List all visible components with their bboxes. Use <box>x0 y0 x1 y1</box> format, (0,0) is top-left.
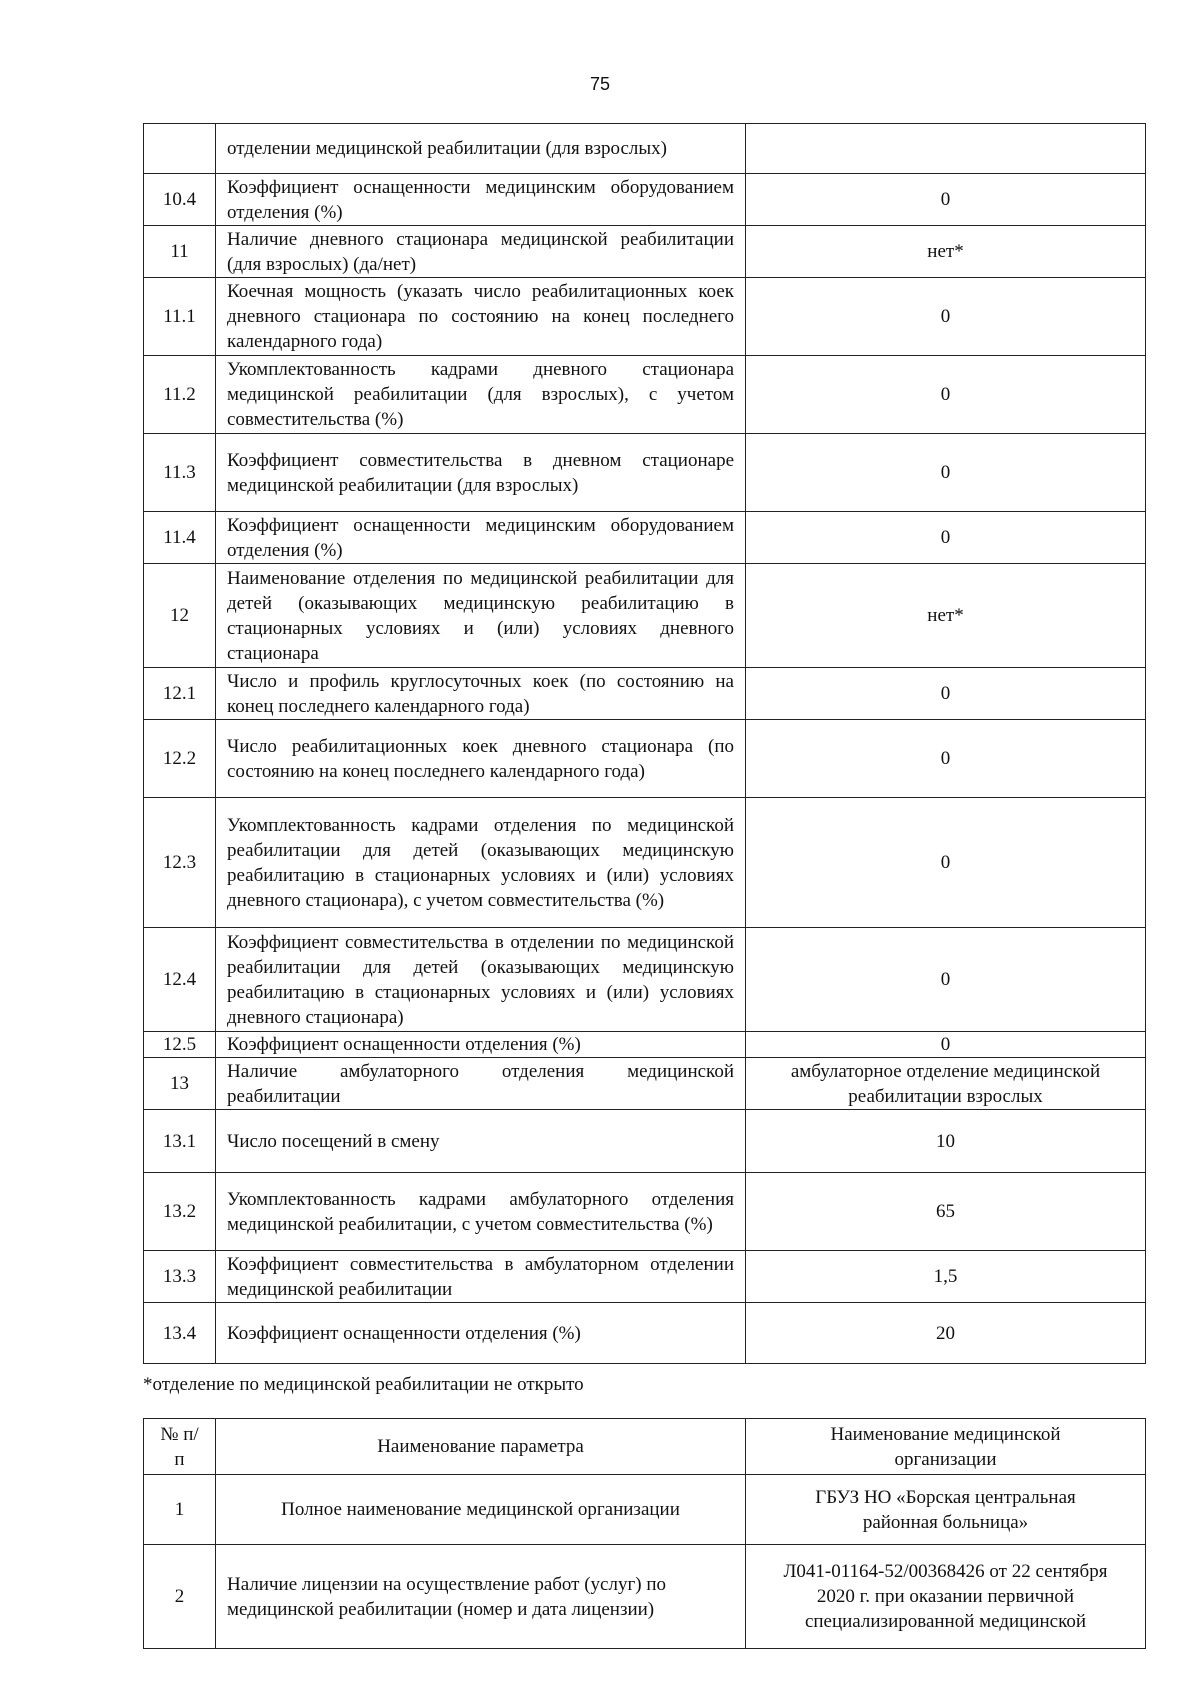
table-row <box>144 1251 1146 1303</box>
row-number: 10.4 <box>144 174 216 226</box>
footnote: *отделение по медицинской реабилитации не открыто <box>143 1374 584 1395</box>
row-number: 13.1 <box>144 1110 216 1173</box>
row-number: 2 <box>144 1545 216 1649</box>
table-row <box>144 278 1146 356</box>
row-value <box>746 124 1146 174</box>
row-description: Число посещений в смену <box>216 1110 746 1173</box>
row-value: 0 <box>746 668 1146 720</box>
table-row <box>144 564 1146 668</box>
row-value: 0 <box>746 356 1146 434</box>
parameters-table <box>143 123 1146 1364</box>
row-number: 11.4 <box>144 512 216 564</box>
row-number: 12.5 <box>144 1032 216 1058</box>
row-value: 20 <box>746 1303 1146 1364</box>
header-parameter: Наименование параметра <box>216 1419 746 1475</box>
table-row <box>144 1303 1146 1364</box>
row-value: нет* <box>746 564 1146 668</box>
row-number: 11.3 <box>144 434 216 512</box>
organization-table <box>143 1418 1146 1649</box>
row-number: 11.2 <box>144 356 216 434</box>
row-number: 12 <box>144 564 216 668</box>
table-row <box>144 1173 1146 1251</box>
row-value: 0 <box>746 798 1146 928</box>
row-description: Число реабилитационных коек дневного стационара (по состоянию на конец последнего календарного года) <box>216 720 746 798</box>
row-description: Наличие амбулаторного отделения медицинской реабилитации <box>216 1058 746 1110</box>
table-row <box>144 1058 1146 1110</box>
row-number: 12.2 <box>144 720 216 798</box>
header-row <box>144 1419 1146 1475</box>
row-number: 13.4 <box>144 1303 216 1364</box>
row-description: Укомплектованность кадрами дневного стационара медицинской реабилитации (для взрослых), с учетом совместительства (%) <box>216 356 746 434</box>
row-number: 11 <box>144 226 216 278</box>
row-number: 11.1 <box>144 278 216 356</box>
row-description: Коэффициент совместительства в отделении по медицинской реабилитации для детей (оказывающих медицинскую реабилитацию в стационарных условиях и (или) условиях дневного стационара) <box>216 928 746 1032</box>
table-row <box>144 124 1146 174</box>
row-value: 1,5 <box>746 1251 1146 1303</box>
row-value: Л041-01164-52/00368426 от 22 сентября 2020 г. при оказании первичной специализированной медицинской <box>746 1545 1146 1649</box>
row-number: 12.1 <box>144 668 216 720</box>
table-row <box>144 1475 1146 1545</box>
table-row <box>144 174 1146 226</box>
row-description: Число и профиль круглосуточных коек (по состоянию на конец последнего календарного года) <box>216 668 746 720</box>
row-value: 0 <box>746 434 1146 512</box>
row-number: 13.3 <box>144 1251 216 1303</box>
row-value: 0 <box>746 278 1146 356</box>
header-organization: Наименование медицинской организации <box>746 1419 1146 1475</box>
row-description: Укомплектованность кадрами отделения по медицинской реабилитации для детей (оказывающих медицинскую реабилитацию в стационарных условиях и (или) условиях дневного стационара), с учетом совместительства (%) <box>216 798 746 928</box>
header-number: № п/п <box>144 1419 216 1475</box>
row-number <box>144 124 216 174</box>
row-value: ГБУЗ НО «Борская центральная районная больница» <box>746 1475 1146 1545</box>
row-number: 13.2 <box>144 1173 216 1251</box>
row-value: 0 <box>746 720 1146 798</box>
row-description: Коечная мощность (указать число реабилитационных коек дневного стационара по состоянию на конец последнего календарного года) <box>216 278 746 356</box>
row-value: 0 <box>746 1032 1146 1058</box>
row-description: Коэффициент оснащенности медицинским оборудованием отделения (%) <box>216 174 746 226</box>
table-row <box>144 512 1146 564</box>
row-description: Коэффициент совместительства в дневном стационаре медицинской реабилитации (для взрослых) <box>216 434 746 512</box>
row-number: 1 <box>144 1475 216 1545</box>
row-description: Коэффициент оснащенности отделения (%) <box>216 1032 746 1058</box>
row-value: 10 <box>746 1110 1146 1173</box>
page-number: 75 <box>589 74 611 94</box>
table-row <box>144 226 1146 278</box>
row-number: 12.3 <box>144 798 216 928</box>
row-description: Коэффициент совместительства в амбулаторном отделении медицинской реабилитации <box>216 1251 746 1303</box>
table-row <box>144 1032 1146 1058</box>
row-number: 12.4 <box>144 928 216 1032</box>
row-parameter: Полное наименование медицинской организации <box>216 1475 746 1545</box>
row-number: 13 <box>144 1058 216 1110</box>
row-description: Коэффициент оснащенности медицинским оборудованием отделения (%) <box>216 512 746 564</box>
table-row <box>144 798 1146 928</box>
row-description: отделении медицинской реабилитации (для взрослых) <box>216 124 746 174</box>
table-row <box>144 928 1146 1032</box>
row-value: 0 <box>746 928 1146 1032</box>
row-value: нет* <box>746 226 1146 278</box>
row-value: 65 <box>746 1173 1146 1251</box>
table-row <box>144 1110 1146 1173</box>
row-description: Наименование отделения по медицинской реабилитации для детей (оказывающих медицинскую реабилитацию в стационарных условиях и (или) условиях дневного стационара <box>216 564 746 668</box>
table-row <box>144 720 1146 798</box>
row-description: Коэффициент оснащенности отделения (%) <box>216 1303 746 1364</box>
row-description: Наличие дневного стационара медицинской реабилитации (для взрослых) (да/нет) <box>216 226 746 278</box>
row-value: амбулаторное отделение медицинской реабилитации взрослых <box>746 1058 1146 1110</box>
table-row <box>144 1545 1146 1649</box>
table-row <box>144 668 1146 720</box>
row-parameter: Наличие лицензии на осуществление работ (услуг) по медицинской реабилитации (номер и дата лицензии) <box>216 1545 746 1649</box>
row-value: 0 <box>746 512 1146 564</box>
table-row <box>144 434 1146 512</box>
table-row <box>144 356 1146 434</box>
row-description: Укомплектованность кадрами амбулаторного отделения медицинской реабилитации, с учетом совместительства (%) <box>216 1173 746 1251</box>
row-value: 0 <box>746 174 1146 226</box>
